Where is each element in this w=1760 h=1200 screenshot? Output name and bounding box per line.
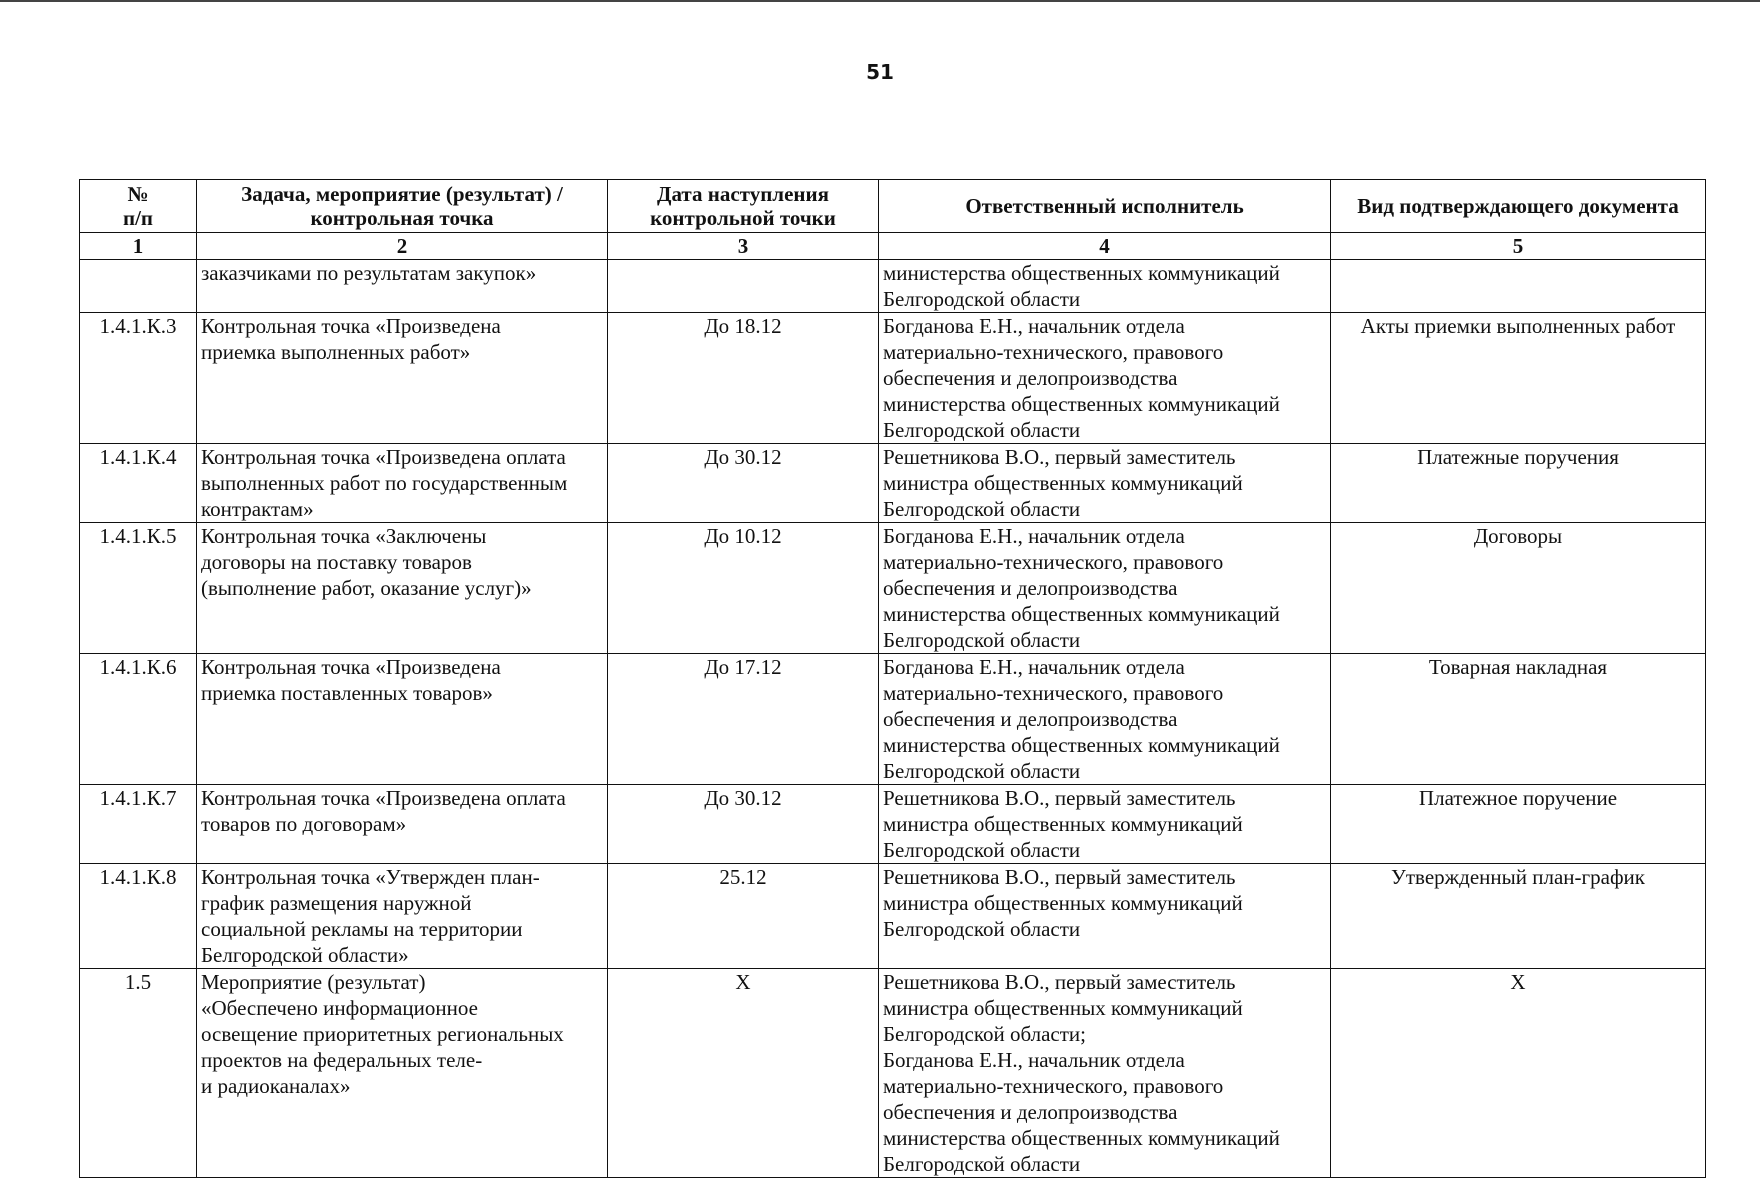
cell-date: До 18.12 <box>608 313 879 444</box>
cell-task: Контрольная точка «Произведена приемка выполненных работ» <box>197 313 608 444</box>
cell-executor: Богданова Е.Н., начальник отдела материально-технического, правового обеспечения и делопроизводства министерства общественных коммуникаций Белгородской области <box>879 654 1331 785</box>
column-index-row <box>80 233 1706 260</box>
table-row <box>80 969 1706 1178</box>
table-row <box>80 654 1706 785</box>
cell-task: Контрольная точка «Произведена приемка поставленных товаров» <box>197 654 608 785</box>
cell-task: заказчиками по результатам закупок» <box>197 260 608 313</box>
column-index: 2 <box>197 233 608 260</box>
cell-task: Контрольная точка «Заключены договоры на поставку товаров (выполнение работ, оказание услуг)» <box>197 523 608 654</box>
cell-executor: Богданова Е.Н., начальник отдела материально-технического, правового обеспечения и делопроизводства министерства общественных коммуникаций Белгородской области <box>879 523 1331 654</box>
cell-date: 25.12 <box>608 864 879 969</box>
cell-date <box>608 260 879 313</box>
cell-number: 1.5 <box>80 969 197 1178</box>
cell-document: Платежные поручения <box>1331 444 1706 523</box>
cell-number: 1.4.1.К.3 <box>80 313 197 444</box>
header-document: Вид подтверждающего документа <box>1331 180 1706 233</box>
cell-number: 1.4.1.К.8 <box>80 864 197 969</box>
cell-document: Платежное поручение <box>1331 785 1706 864</box>
cell-number: 1.4.1.К.4 <box>80 444 197 523</box>
cell-number: 1.4.1.К.6 <box>80 654 197 785</box>
table-row <box>80 260 1706 313</box>
cell-task: Мероприятие (результат) «Обеспечено информационное освещение приоритетных региональных проектов на федеральных теле- и радиоканалах» <box>197 969 608 1178</box>
cell-document: Товарная накладная <box>1331 654 1706 785</box>
cell-date: До 30.12 <box>608 444 879 523</box>
cell-document: Договоры <box>1331 523 1706 654</box>
cell-date: До 10.12 <box>608 523 879 654</box>
page-number: 51 <box>866 60 894 84</box>
cell-task: Контрольная точка «Произведена оплата товаров по договорам» <box>197 785 608 864</box>
cell-number: 1.4.1.К.5 <box>80 523 197 654</box>
cell-date: До 30.12 <box>608 785 879 864</box>
table-row <box>80 864 1706 969</box>
header-number: № п/п <box>80 180 197 233</box>
column-index: 1 <box>80 233 197 260</box>
header-task: Задача, мероприятие (результат) / контрольная точка <box>197 180 608 233</box>
cell-executor: Решетникова В.О., первый заместитель министра общественных коммуникаций Белгородской области <box>879 444 1331 523</box>
cell-executor: Решетникова В.О., первый заместитель министра общественных коммуникаций Белгородской области <box>879 785 1331 864</box>
cell-date: Х <box>608 969 879 1178</box>
cell-number <box>80 260 197 313</box>
column-index: 5 <box>1331 233 1706 260</box>
cell-executor: Решетникова В.О., первый заместитель министра общественных коммуникаций Белгородской области <box>879 864 1331 969</box>
cell-executor: Решетникова В.О., первый заместитель министра общественных коммуникаций Белгородской области; Богданова Е.Н., начальник отдела материально-технического, правового обеспечения и делопроизводства министерства общественных коммуникаций Белгородской области <box>879 969 1331 1178</box>
table-row <box>80 785 1706 864</box>
table-row <box>80 444 1706 523</box>
cell-executor: Богданова Е.Н., начальник отдела материально-технического, правового обеспечения и делопроизводства министерства общественных коммуникаций Белгородской области <box>879 313 1331 444</box>
cell-task: Контрольная точка «Произведена оплата выполненных работ по государственным контрактам» <box>197 444 608 523</box>
table-header-row <box>80 180 1706 233</box>
cell-document: Х <box>1331 969 1706 1178</box>
cell-document: Акты приемки выполненных работ <box>1331 313 1706 444</box>
cell-document: Утвержденный план-график <box>1331 864 1706 969</box>
cell-number: 1.4.1.К.7 <box>80 785 197 864</box>
control-points-table <box>79 179 1706 1178</box>
top-rule <box>0 0 1760 2</box>
column-index: 4 <box>879 233 1331 260</box>
cell-date: До 17.12 <box>608 654 879 785</box>
header-date: Дата наступления контрольной точки <box>608 180 879 233</box>
table-row <box>80 523 1706 654</box>
table-row <box>80 313 1706 444</box>
cell-task: Контрольная точка «Утвержден план- график размещения наружной социальной рекламы на территории Белгородской области» <box>197 864 608 969</box>
header-executor: Ответственный исполнитель <box>879 180 1331 233</box>
column-index: 3 <box>608 233 879 260</box>
cell-executor: министерства общественных коммуникаций Белгородской области <box>879 260 1331 313</box>
cell-document <box>1331 260 1706 313</box>
